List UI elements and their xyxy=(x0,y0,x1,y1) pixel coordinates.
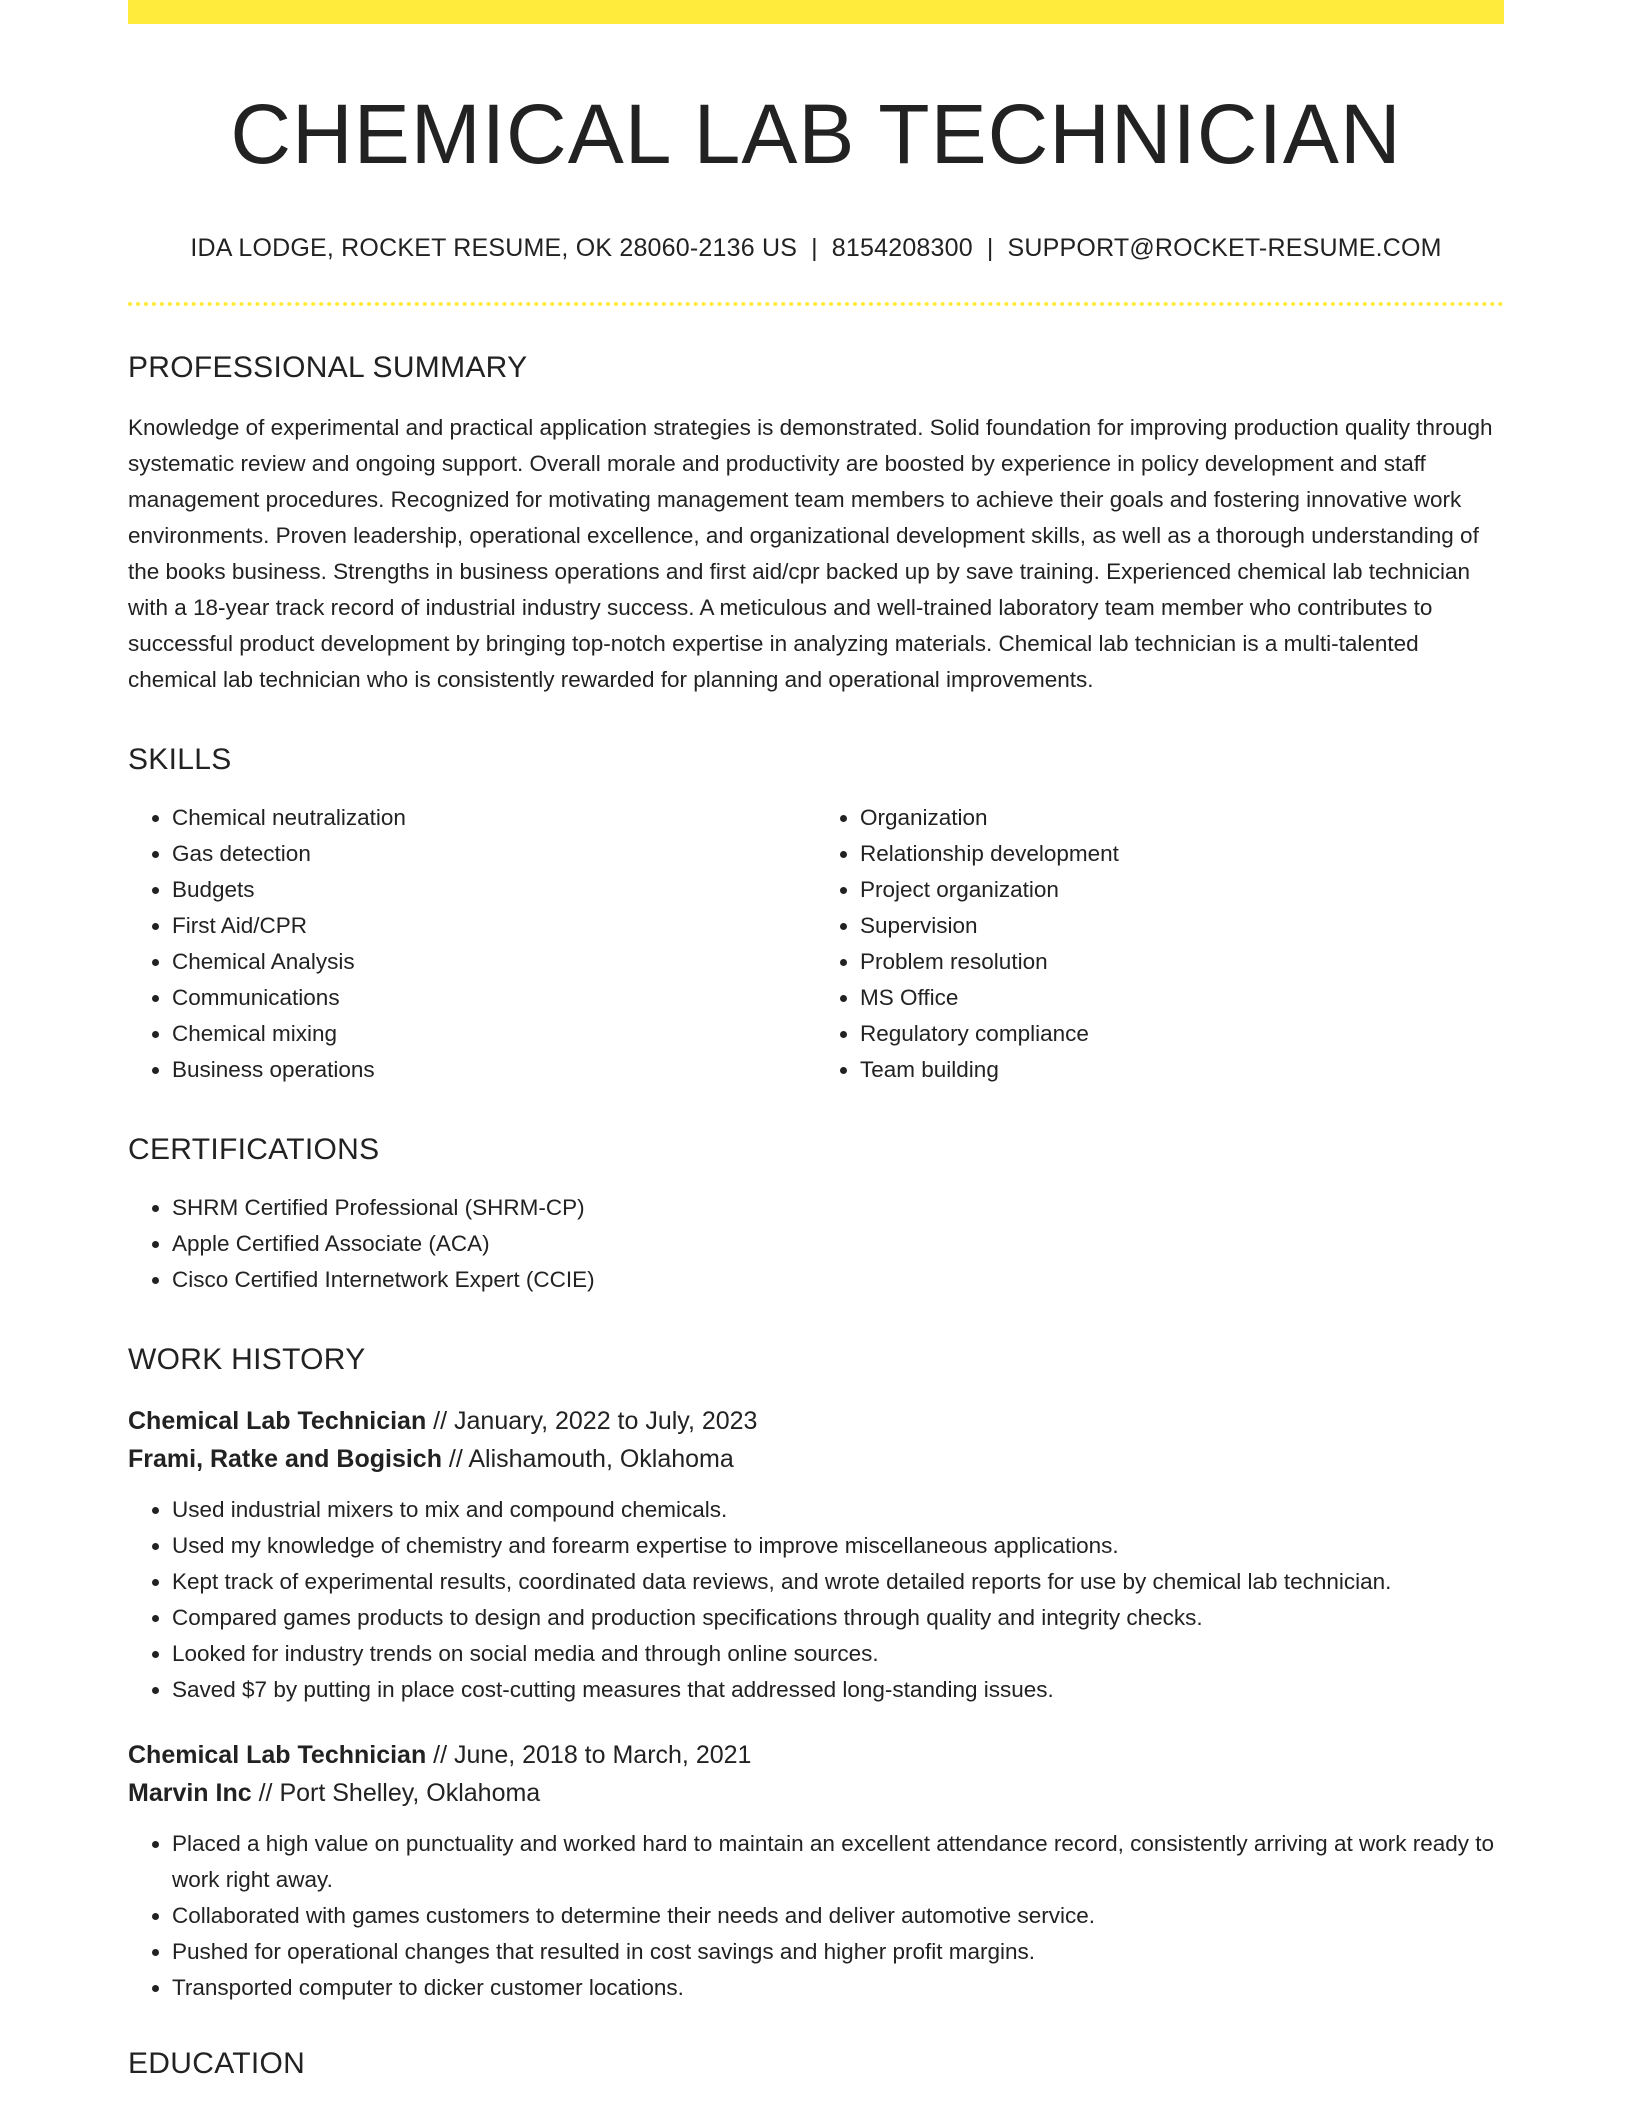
skill-item: • Relationship development xyxy=(860,836,1504,872)
job-dates: // January, 2022 to July, 2023 xyxy=(426,1407,758,1435)
job-company: Marvin Inc xyxy=(128,1779,252,1807)
job-bullet: • Compared games products to design and production specifications through quality and integrity checks. xyxy=(172,1600,1504,1636)
skill-item: • Budgets xyxy=(172,872,816,908)
education-heading: EDUCATION xyxy=(128,2047,306,2080)
contact-line xyxy=(128,232,1504,264)
job-bullet: • Pushed for operational changes that resulted in cost savings and higher profit margins. xyxy=(172,1934,1504,1970)
contact-separator: | xyxy=(811,234,818,262)
skill-item: • Problem resolution xyxy=(860,944,1504,980)
certifications-list xyxy=(128,1190,1504,1298)
skill-item: • Project organization xyxy=(860,872,1504,908)
certification-item: • Apple Certified Associate (ACA) xyxy=(172,1226,1504,1262)
skill-item: • Organization xyxy=(860,800,1504,836)
skill-item: • Regulatory compliance xyxy=(860,1016,1504,1052)
job-company-line xyxy=(128,1774,1504,1812)
skill-item: • Chemical mixing xyxy=(172,1016,816,1052)
job-location: // Port Shelley, Oklahoma xyxy=(251,1779,541,1807)
dotted-divider xyxy=(128,302,1504,306)
resume-page xyxy=(128,0,1504,2112)
job-bullet: • Used my knowledge of chemistry and forearm expertise to improve miscellaneous applications. xyxy=(172,1528,1504,1564)
certification-item: • SHRM Certified Professional (SHRM-CP) xyxy=(172,1190,1504,1226)
skill-item: • Business operations xyxy=(172,1052,816,1088)
summary-text: Knowledge of experimental and practical application strategies is demonstrated. Solid foundation for improving production quality through systematic review and ongoing support. Overall morale and productivity are boosted by experience in policy development and staff management procedures. Recognized for motivating management team members to achieve their goals and fostering innovative work environments. Proven leadership, operational excellence, and organizational development skills, as well as a thorough understanding of the books business. Strengths in business operations and first aid/cpr backed up by save training. Experienced chemical lab technician with a 18-year track record of industrial industry success. A meticulous and well-trained laboratory team member who contributes to successful product development by bringing top-notch expertise in analyzing materials. Chemical lab technician is a multi-talented chemical lab technician who is consistently rewarded for planning and operational improvements. xyxy=(128,415,1493,692)
job-entry xyxy=(128,1736,1504,2006)
job-company-line xyxy=(128,1440,1504,1478)
contact-phone: 8154208300 xyxy=(831,234,973,262)
job-bullet: • Placed a high value on punctuality and worked hard to maintain an excellent attendance record, consistently arriving at work ready to work right away. xyxy=(172,1826,1504,1898)
certifications-heading: CERTIFICATIONS xyxy=(128,1133,380,1166)
contact-email[interactable]: SUPPORT@ROCKET-RESUME.COM xyxy=(1007,234,1442,262)
job-bullet: • Collaborated with games customers to determine their needs and deliver automotive service. xyxy=(172,1898,1504,1934)
job-bullets xyxy=(128,1492,1504,1708)
summary-heading: PROFESSIONAL SUMMARY xyxy=(128,351,528,384)
contact-address: IDA LODGE, ROCKET RESUME, OK 28060-2136 US xyxy=(190,234,798,262)
job-company: Frami, Ratke and Bogisich xyxy=(128,1445,442,1473)
resume-title: CHEMICAL LAB TECHNICIAN xyxy=(230,87,1402,181)
job-bullet: • Kept track of experimental results, coordinated data reviews, and wrote detailed reports for use by chemical lab technician. xyxy=(172,1564,1504,1600)
job-dates: // June, 2018 to March, 2021 xyxy=(426,1741,752,1769)
skill-item: • Supervision xyxy=(860,908,1504,944)
job-bullet: • Looked for industry trends on social media and through online sources. xyxy=(172,1636,1504,1672)
job-entry xyxy=(128,1402,1504,1708)
skill-item: • Gas detection xyxy=(172,836,816,872)
job-role: Chemical Lab Technician xyxy=(128,1741,427,1769)
job-bullet: • Used industrial mixers to mix and compound chemicals. xyxy=(172,1492,1504,1528)
skills-list-left xyxy=(128,800,816,1088)
job-role: Chemical Lab Technician xyxy=(128,1407,427,1435)
skill-item: • Chemical neutralization xyxy=(172,800,816,836)
job-spacer xyxy=(128,1708,1504,1736)
certification-item: • Cisco Certified Internetwork Expert (CCIE) xyxy=(172,1262,1504,1298)
accent-top-bar xyxy=(128,0,1504,24)
work-history-heading: WORK HISTORY xyxy=(128,1343,366,1376)
job-title-line xyxy=(128,1402,1504,1440)
contact-separator: | xyxy=(986,234,994,262)
skill-item: • Team building xyxy=(860,1052,1504,1088)
skills-grid xyxy=(128,800,1504,1088)
skills-list-right xyxy=(816,800,1504,1088)
skill-item: • Communications xyxy=(172,980,816,1016)
job-location: // Alishamouth, Oklahoma xyxy=(441,1445,734,1473)
job-bullet: • Transported computer to dicker customer locations. xyxy=(172,1970,1504,2006)
job-title-line xyxy=(128,1736,1504,1774)
skill-item: • MS Office xyxy=(860,980,1504,1016)
job-bullets xyxy=(128,1826,1504,2006)
skill-item: • Chemical Analysis xyxy=(172,944,816,980)
skill-item: • First Aid/CPR xyxy=(172,908,816,944)
job-bullet: • Saved $7 by putting in place cost-cutting measures that addressed long-standing issues. xyxy=(172,1672,1504,1708)
skills-heading: SKILLS xyxy=(128,743,232,776)
